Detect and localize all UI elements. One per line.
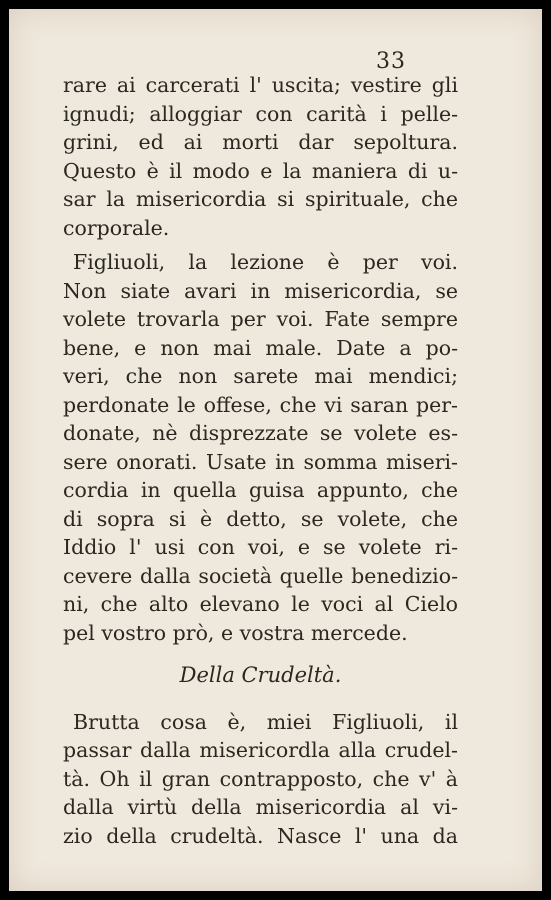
text-line: ni, che alto elevano le voci al Cielo [63,592,458,616]
text-line: sar la misericordia si spirituale, che [63,187,458,211]
text-line: dalla virtù della misericordia al vi- [63,795,458,819]
text-line: veri, che non sarete mai mendici; [63,364,458,388]
text-line: cordia in quella guisa appunto, che [63,478,458,502]
text-line: passar dalla misericordla alla crudel- [63,738,458,762]
text-line: cevere dalla società quelle benedizio- [63,563,458,588]
body-text [63,71,458,850]
paragraph [63,248,458,647]
text-line: Non siate avari in misericordia, se [63,278,458,303]
text-line: Figliuoli, la lezione è per voi. [73,250,458,274]
text-line: sere onorati. Usate in somma miseri- [63,449,458,474]
text-line: Brutta cosa è, miei Figliuoli, il [73,709,458,734]
text-line: di sopra si è detto, se volete, che [63,506,458,531]
text-line: perdonate le offese, che vi saran per- [63,392,458,417]
section-heading: Della Crudeltà. [179,663,342,687]
text-line: rare ai carcerati l' uscita; vestire gli [63,73,458,97]
text-line: zio della crudeltà. Nasce l' una da [63,823,458,848]
text-line: bene, e non mai male. Date a po- [63,335,458,360]
text-line: tà. Oh il gran contrapposto, che v' à [63,766,458,791]
text-line: Questo è il modo e la maniera di u- [63,158,458,183]
book-page [9,9,542,891]
text-line: volete trovarla per voi. Fate sempre [63,307,458,331]
text-line: corporale. [63,215,170,240]
paragraph [63,708,458,851]
text-line: ignudi; alloggiar con carità i pelle- [63,101,458,126]
text-line: pel vostro prò, e vostra mercede. [63,620,408,645]
text-line: grini, ed ai morti dar sepoltura. [63,130,458,154]
paragraph [63,71,458,242]
text-line: Iddio l' usi con voi, e se volete ri- [63,535,458,559]
text-line: donate, nè disprezzate se volete es- [63,421,458,445]
page-number: 33 [376,49,406,74]
